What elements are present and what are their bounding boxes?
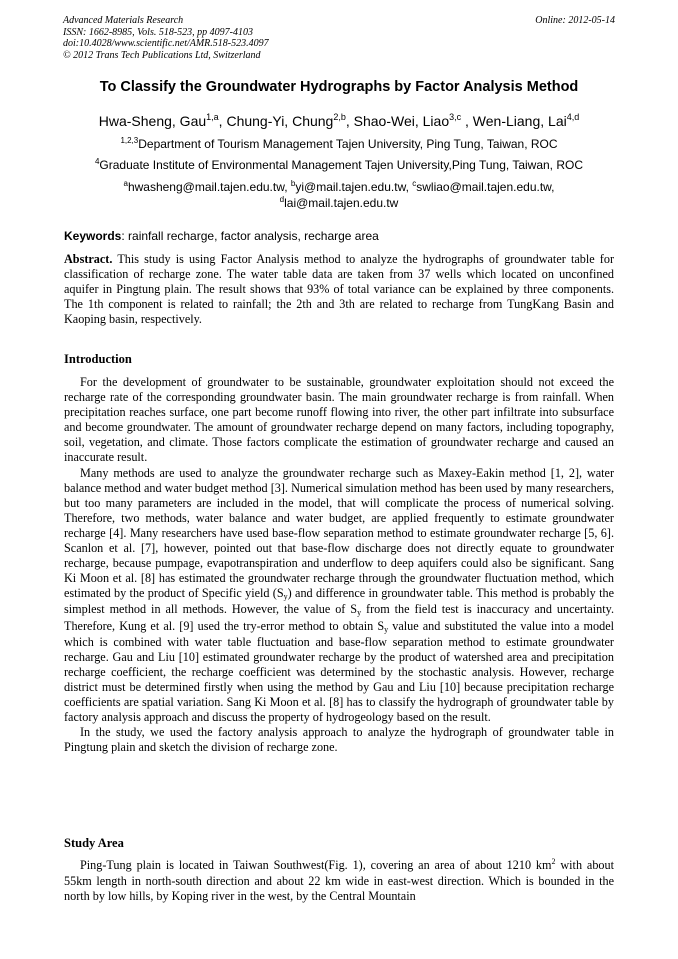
author-affil-sup: 4,d [566,112,580,122]
email-sup: b [290,179,296,188]
intro-paragraph-1: For the development of groundwater to be sustainable, groundwater exploitation should not exceed the recharge rate of the corresponding groundwater basin. The main groundwater recharge is from rainfall. When precipitation reaches surface, one part become runoff flowing into river, the other part infiltrate into subsurface and become groundwater. The amount of groundwater recharge depend on many factors, including topography, soil, vegetation, and climate. Those factors complicate the estimation of groundwater recharge and caused an inaccurate result. [64,375,614,465]
doi-line: doi:10.4028/www.scientific.net/AMR.518-523.4097 [63,38,269,49]
affiliation-2 [40,158,638,172]
intro-p2-text: from the field test is inaccuracy and uncertainty. Therefore, Kung et al. [9] used the try-error method to obtain S [64,602,614,633]
affiliation-1 [40,137,638,151]
affiliation-sup: 1,2,3 [120,136,139,145]
subscript-y: y [357,608,362,618]
affiliation-text: Graduate Institute of Environmental Management Tajen University,Ping Tung, Taiwan, ROC [99,158,584,172]
author-list [30,113,648,129]
abstract-section [64,252,614,327]
email-address: yi@mail.tajen.edu.tw, [295,180,413,194]
author-name: Hwa-Sheng, Gau [98,113,207,129]
online-date: Online: 2012-05-14 [535,15,615,26]
author-name: Chung-Yi, Chung [226,113,334,129]
copyright-line: © 2012 Trans Tech Publications Ltd, Switzerland [63,49,261,61]
subscript-y: y [384,624,389,634]
introduction-heading: Introduction [64,352,132,366]
email-sup: a [123,179,128,188]
study-area-heading: Study Area [64,836,124,850]
introduction-body [64,375,614,755]
study-area-text: with about 55km length in north-south direction and about 22 km wide in east-west direction. Which is bounded in the north by low hills, by Koping river in the west, by the Central Mountain [64,858,614,904]
intro-paragraph-2 [64,466,614,726]
author-name: Wen-Liang, Lai [472,113,567,129]
author-name: Shao-Wei, Liao [353,113,450,129]
issn-line: ISSN: 1662-8985, Vols. 518-523, pp 4097-4103 [63,26,253,38]
journal-header [63,15,615,61]
author-affil-sup: 3,c [449,112,462,122]
superscript-2: 2 [551,857,556,866]
keywords-line [64,229,379,243]
affiliation-sup: 4 [94,157,100,166]
intro-p2-text: ) and difference in groundwater table. This method is probably the simplest method in all methods. However, the value of S [64,586,614,617]
affiliation-text: Department of Tourism Management Tajen University, Ping Tung, Taiwan, ROC [138,137,558,151]
email-address: hwasheng@mail.tajen.edu.tw, [127,180,291,194]
subscript-y: y [283,592,288,602]
study-area-paragraph-1 [64,858,614,904]
intro-p2-text: value and substituted the value into a model which is combined with water table fluctuation and base-flow separation method to estimate groundwater recharge. Gau and Liu [10] estimated groundwater recharge by the product of watershed area and precipitation recharge coefficient, the recharge coefficient was determined by the stochastic analysis. However, recharge district must be determined firstly when using the method by Gau and Liu [10] because precipitation recharge coefficients are spatial variation. Sang Ki Moon et al. [8] has to classify the hydrograph of groundwater table by factory analysis approach and discuss the property of hydrogeology based on the result. [64,618,615,725]
author-separator: , [345,113,354,129]
journal-name: Advanced Materials Research [63,15,184,26]
keywords-label: Keywords [64,229,122,243]
email-address: swliao@mail.tajen.edu.tw, [416,180,555,194]
author-affil-sup: 2,b [333,112,346,122]
paper-title: To Classify the Groundwater Hydrographs by Factor Analysis Method [99,79,579,95]
author-separator: , [218,113,227,129]
abstract-text: This study is using Factor Analysis method to analyze the hydrographs of groundwater table for classification of recharge zone. The water table data are taken from 37 wells which located on unconfined aquifer in Pingtung plain. The result shows that 93% of total variance can be explained by three components. The 1th component is related to rainfall; the 2th and 3th are related to recharge from TungKang Basin and Kaoping basin, respectively. [64,252,614,327]
email-sup: c [412,179,417,188]
author-emails [40,180,638,212]
keywords-text: : rainfall recharge, factor analysis, recharge area [121,229,379,243]
intro-paragraph-3: In the study, we used the factory analysis approach to analyze the hydrograph of groundwater table in Pingtung plain and sketch the division of recharge zone. [64,725,614,755]
intro-p2-text: Many methods are used to analyze the groundwater recharge such as Maxey-Eakin method [1, 2], water balance method and water budget method [3]. Numerical simulation method has been used by many researchers, but too many parameters are included in the model, that will complicate the process of numerical solving. Therefore, two methods, water balance and water budget, are applied frequently to estimate groundwater recharge [4]. Many researchers have used base-flow separation method to estimate groundwater recharge [5, 6]. Scanlon et al. [7], however, pointed out that base-flow discharge does not directly equate to groundwater recharge, because pumpage, evapotranspiration and underflow to deep aquifers could also be significant. Sang Ki Moon et al. [8] has estimated the groundwater recharge through the groundwater fluctuation method, which estimated by the product of Specific yield (S [64,465,614,601]
study-area-text: Ping-Tung plain is located in Taiwan Southwest(Fig. 1), covering an area of about 1210 km [80,858,552,872]
author-affil-sup: 1,a [206,112,219,122]
email-sup: d [279,195,285,204]
study-area-body [64,858,614,904]
author-separator: , [461,113,473,129]
email-address: lai@mail.tajen.edu.tw [284,196,399,210]
abstract-label: Abstract. [64,252,113,266]
